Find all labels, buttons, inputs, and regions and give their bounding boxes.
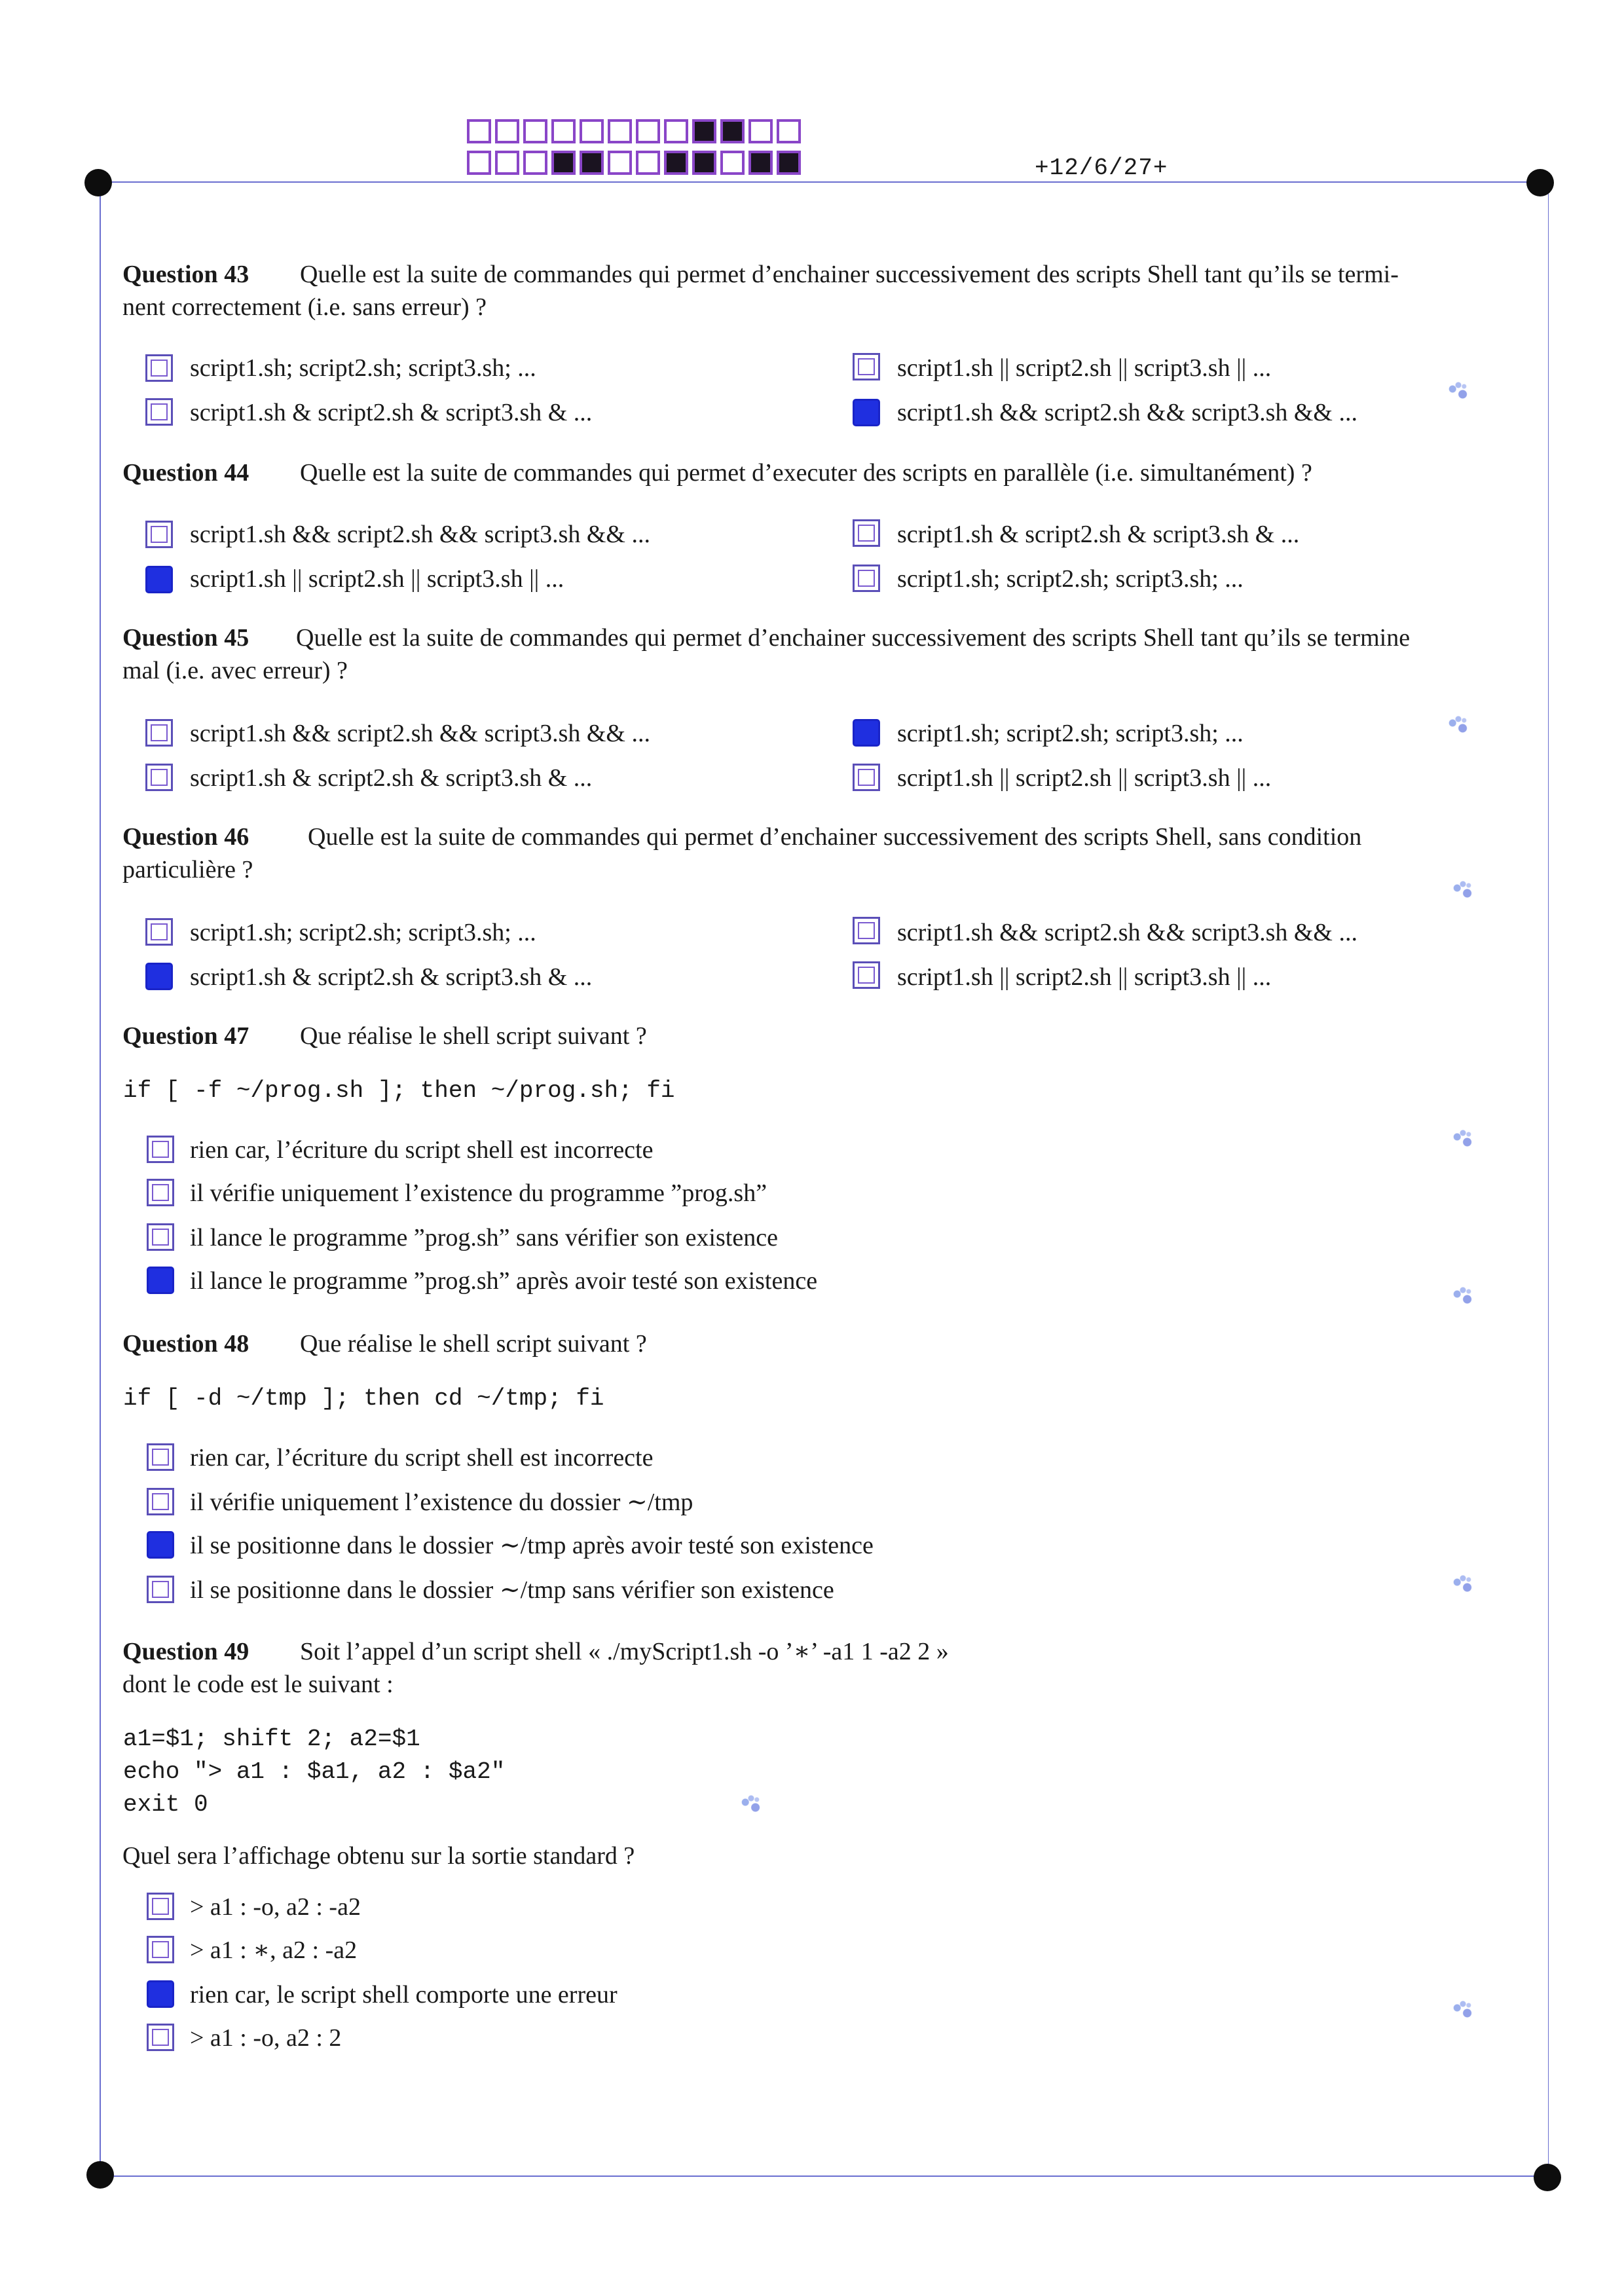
question-text: Que réalise le shell script suivant ? (300, 1330, 647, 1358)
ink-blot (1444, 379, 1473, 405)
question-heading: Question 46 (122, 823, 249, 851)
answer-checkbox[interactable] (147, 1936, 174, 1963)
code-cell (748, 151, 773, 175)
code-line: exit 0 (123, 1791, 208, 1818)
answer-checkbox[interactable] (147, 1267, 174, 1294)
question-text: Quelle est la suite de commandes qui permet d’enchainer successivement des scripts Shell tant qu’ils se termi- (300, 261, 1399, 288)
ink-blot (1449, 1284, 1477, 1310)
answer-label: script1.sh && script2.sh && script3.sh && ... (190, 521, 650, 548)
answer-checkbox[interactable] (147, 1531, 174, 1559)
code-snippet: if [ -f ~/prog.sh ]; then ~/prog.sh; fi (123, 1077, 675, 1104)
answer-label: script1.sh & script2.sh & script3.sh & ... (897, 521, 1300, 548)
answer-checkbox[interactable] (145, 521, 173, 548)
answer-checkbox[interactable] (853, 961, 880, 989)
code-cell (495, 151, 519, 175)
code-cell (551, 119, 576, 143)
answer-label: script1.sh; script2.sh; script3.sh; ... (190, 354, 536, 382)
code-line: echo "> a1 : $a1, a2 : $a2" (123, 1758, 506, 1785)
question-text: particulière ? (122, 856, 253, 883)
answer-label: il vérifie uniquement l’existence du dossier ∼/tmp (190, 1489, 693, 1516)
ink-blot (1444, 713, 1473, 739)
ink-blot (1449, 1126, 1477, 1153)
code-cell (580, 119, 604, 143)
answer-label: script1.sh; script2.sh; script3.sh; ... (897, 565, 1244, 593)
ink-blot (737, 1792, 766, 1818)
code-cell (551, 151, 576, 175)
answer-checkbox[interactable] (145, 719, 173, 747)
answer-checkbox[interactable] (853, 917, 880, 944)
question-heading: Question 45 (122, 624, 249, 652)
code-cell (664, 119, 688, 143)
answer-label: > a1 : -o, a2 : 2 (190, 2024, 342, 2052)
code-cell (636, 151, 660, 175)
answer-label: > a1 : -o, a2 : -a2 (190, 1893, 361, 1921)
answer-checkbox[interactable] (147, 1443, 174, 1471)
answer-checkbox[interactable] (147, 1893, 174, 1920)
answer-checkbox[interactable] (145, 963, 173, 990)
page-id: +12/6/27+ (1035, 155, 1168, 181)
question-heading: Question 47 (122, 1022, 249, 1050)
ink-blot (1449, 878, 1477, 904)
answer-checkbox[interactable] (853, 519, 880, 547)
corner-mark (1534, 2164, 1561, 2191)
question-heading: Question 44 (122, 459, 249, 487)
answer-label: il lance le programme ”prog.sh” sans vérifier son existence (190, 1224, 778, 1251)
answer-label: script1.sh; script2.sh; script3.sh; ... (190, 919, 536, 946)
answer-checkbox[interactable] (145, 764, 173, 791)
answer-label: il se positionne dans le dossier ∼/tmp après avoir testé son existence (190, 1532, 874, 1559)
question-heading: Question 43 (122, 261, 249, 288)
answer-checkbox[interactable] (853, 353, 880, 380)
answer-checkbox[interactable] (145, 398, 173, 426)
corner-mark (84, 169, 112, 196)
answer-checkbox[interactable] (853, 719, 880, 747)
code-cell (748, 119, 773, 143)
code-cell (580, 151, 604, 175)
answer-label: > a1 : ∗, a2 : -a2 (190, 1936, 358, 1964)
question-heading: Question 48 (122, 1330, 249, 1358)
code-cell (692, 151, 716, 175)
answer-checkbox[interactable] (145, 918, 173, 946)
question-text: Soit l’appel d’un script shell « ./myScript1.sh -o ’∗’ -a1 1 -a2 2 » (300, 1638, 949, 1665)
answer-label: rien car, le script shell comporte une erreur (190, 1981, 618, 2009)
answer-checkbox[interactable] (147, 1136, 174, 1163)
answer-label: rien car, l’écriture du script shell est incorrecte (190, 1136, 654, 1164)
code-line: a1=$1; shift 2; a2=$1 (123, 1726, 420, 1752)
question-heading: Question 49 (122, 1638, 249, 1665)
answer-checkbox[interactable] (853, 764, 880, 791)
answer-label: script1.sh & script2.sh & script3.sh & ... (190, 963, 593, 991)
answer-checkbox[interactable] (853, 399, 880, 426)
corner-mark (86, 2161, 114, 2189)
code-cell (608, 119, 632, 143)
question-text: Que réalise le shell script suivant ? (300, 1022, 647, 1050)
answer-label: il se positionne dans le dossier ∼/tmp sans vérifier son existence (190, 1576, 834, 1604)
code-cell (523, 151, 547, 175)
code-cell (636, 119, 660, 143)
question-prompt: Quel sera l’affichage obtenu sur la sortie standard ? (122, 1842, 635, 1870)
answer-label: il vérifie uniquement l’existence du programme ”prog.sh” (190, 1179, 767, 1207)
answer-checkbox[interactable] (147, 1576, 174, 1603)
answer-label: rien car, l’écriture du script shell est incorrecte (190, 1444, 654, 1472)
answer-checkbox[interactable] (145, 354, 173, 382)
code-cell (720, 151, 745, 175)
answer-label: script1.sh || script2.sh || script3.sh || ... (897, 963, 1272, 991)
question-text: Quelle est la suite de commandes qui permet d’enchainer successivement des scripts Shell tant qu’ils se termine (296, 624, 1411, 652)
answer-label: script1.sh & script2.sh & script3.sh & ... (190, 764, 593, 792)
answer-label: script1.sh & script2.sh & script3.sh & ... (190, 399, 593, 426)
answer-checkbox[interactable] (147, 1179, 174, 1206)
question-text: mal (i.e. avec erreur) ? (122, 657, 348, 684)
answer-checkbox[interactable] (147, 1980, 174, 2008)
binary-code-row-2 (467, 151, 801, 175)
binary-code-row-1 (467, 119, 801, 143)
answer-label: script1.sh; script2.sh; script3.sh; ... (897, 720, 1244, 747)
code-cell (608, 151, 632, 175)
question-text: nent correctement (i.e. sans erreur) ? (122, 293, 487, 321)
answer-label: script1.sh && script2.sh && script3.sh && ... (190, 720, 650, 747)
answer-label: script1.sh || script2.sh || script3.sh || ... (897, 354, 1272, 382)
answer-label: script1.sh && script2.sh && script3.sh && ... (897, 919, 1357, 946)
code-cell (467, 119, 491, 143)
answer-checkbox[interactable] (147, 1223, 174, 1251)
code-cell (777, 119, 801, 143)
answer-checkbox[interactable] (147, 2024, 174, 2051)
code-snippet: if [ -d ~/tmp ]; then cd ~/tmp; fi (123, 1385, 604, 1412)
corner-mark (1526, 169, 1554, 196)
answer-label: script1.sh || script2.sh || script3.sh || ... (190, 565, 564, 593)
code-cell (664, 151, 688, 175)
code-cell (692, 119, 716, 143)
question-text: Quelle est la suite de commandes qui permet d’executer des scripts en parallèle (i.e. simultanément) ? (300, 459, 1312, 487)
answer-label: il lance le programme ”prog.sh” après avoir testé son existence (190, 1267, 818, 1295)
ink-blot (1449, 1997, 1477, 2024)
code-cell (523, 119, 547, 143)
answer-label: script1.sh || script2.sh || script3.sh || ... (897, 764, 1272, 792)
answer-label: script1.sh && script2.sh && script3.sh && ... (897, 399, 1357, 426)
code-cell (467, 151, 491, 175)
code-cell (495, 119, 519, 143)
answer-checkbox[interactable] (145, 566, 173, 593)
question-text: Quelle est la suite de commandes qui permet d’enchainer successivement des scripts Shell, sans condition (308, 823, 1362, 851)
answer-checkbox[interactable] (853, 565, 880, 592)
question-text: dont le code est le suivant : (122, 1671, 394, 1698)
ink-blot (1449, 1572, 1477, 1598)
code-cell (720, 119, 745, 143)
code-cell (777, 151, 801, 175)
answer-checkbox[interactable] (147, 1488, 174, 1515)
